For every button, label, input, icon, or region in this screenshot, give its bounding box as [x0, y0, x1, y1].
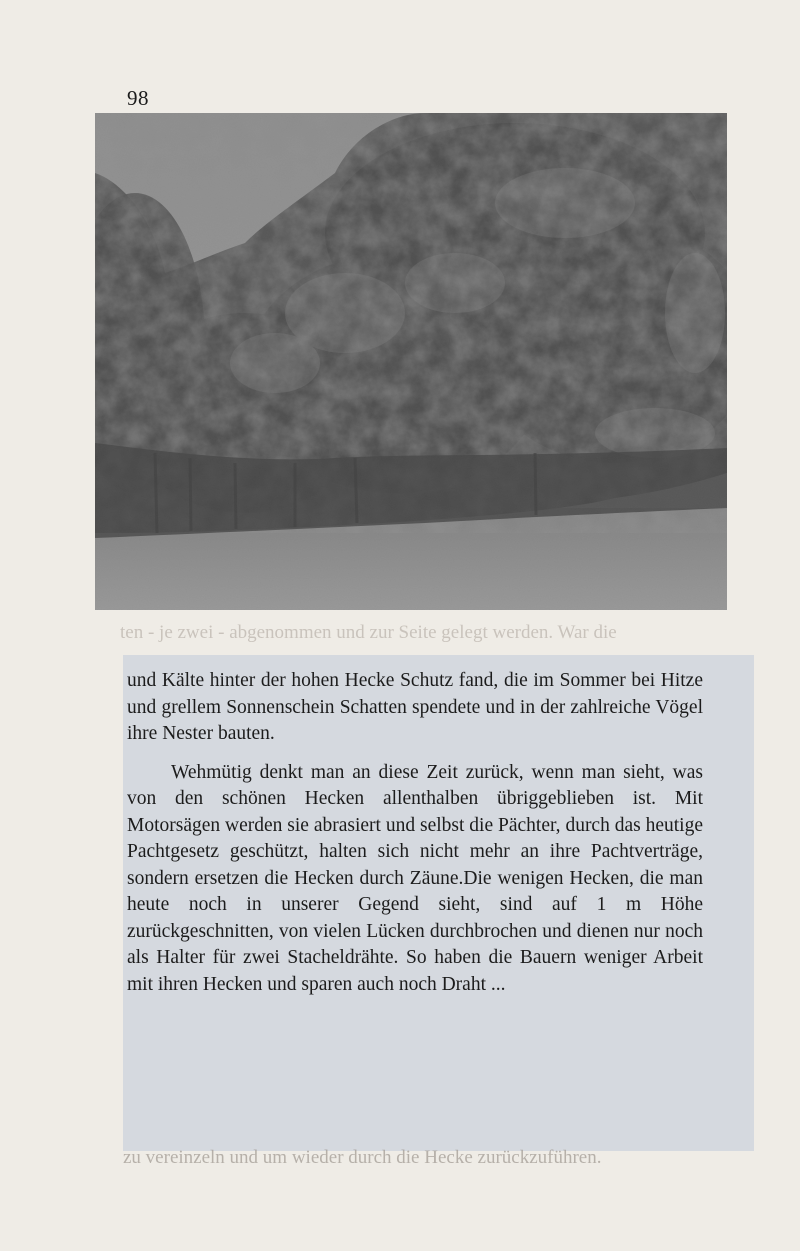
- body-text: [127, 668, 703, 998]
- paragraph-1: und Kälte hinter der hohen Hecke Schutz fand, die im Sommer bei Hitze und grellem Sonnenschein Schatten spendete und in der zahlreiche Vögel ihre Nester bauten.: [127, 670, 703, 744]
- show-through-text-bottom: zu vereinzeln und um wieder durch die Hecke zurückzuführen.: [123, 1147, 602, 1168]
- hedge-landscape-photo: [95, 113, 727, 610]
- page-number: 98: [127, 86, 149, 110]
- paragraph-2: Wehmütig denkt man an diese Zeit zurück, wenn man sieht, was von den schönen Hecken allenthalben übriggeblieben ist. Mit Motorsägen werden sie abrasiert und selbst die Pächter, durch das heutige Pachtgesetz geschützt, halten sich nicht mehr an ihre Pachtverträge, sondern ersetzen die Hecken durch Zäune.Die wenigen Hecken, die man heute noch in unserer Gegend sieht, sind auf 1 m Höhe zurückgeschnitten, von vielen Lücken durchbrochen und dienen nur noch als Halter für zwei Stacheldrähte. So haben die Bauern weniger Arbeit mit ihren Hecken und sparen auch noch Draht ...: [127, 761, 703, 995]
- show-through-text: ten - je zwei - abgenommen und zur Seite gelegt werden. War die: [120, 622, 617, 643]
